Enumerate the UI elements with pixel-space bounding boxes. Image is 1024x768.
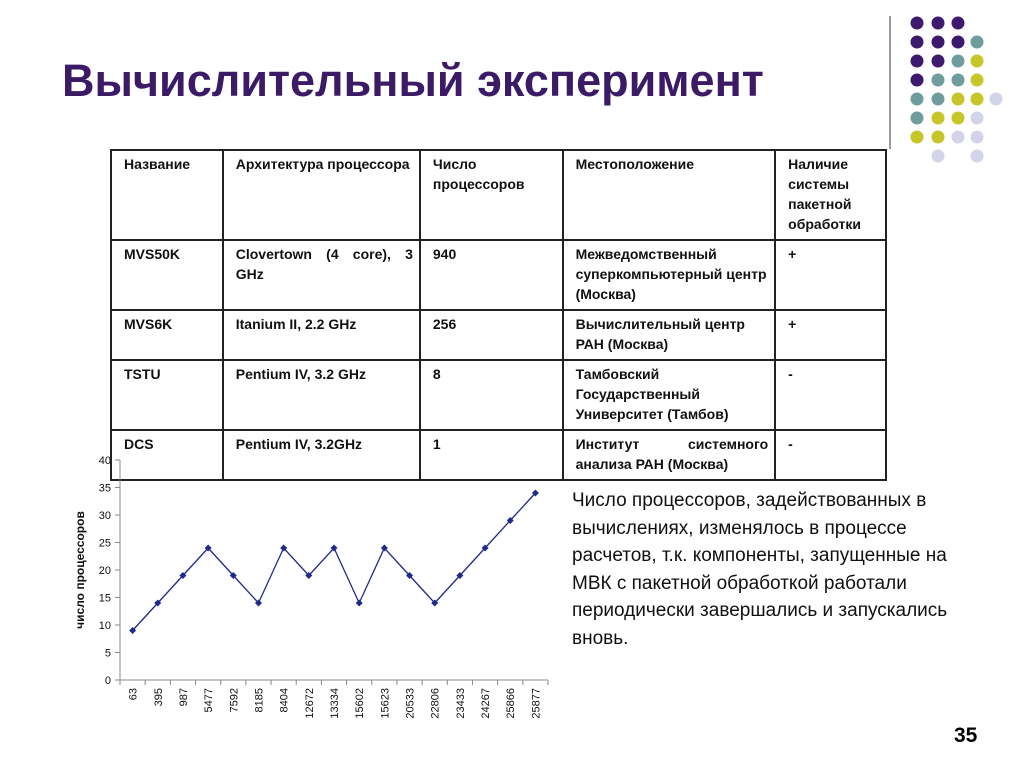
table-header-cell: Архитектура процессора: [223, 150, 420, 240]
x-tick-label: 5477: [203, 688, 216, 713]
table-cell: Межведомственный суперкомпьютерный центр (Москва): [563, 240, 776, 310]
x-tick-label: 25877: [530, 688, 543, 719]
decorative-divider-line: [889, 16, 891, 149]
x-tick-label: 20533: [404, 688, 417, 719]
table-row: [111, 360, 886, 430]
x-tick-label: 395: [152, 688, 165, 707]
table-cell: -: [775, 360, 886, 430]
table-row: [111, 310, 886, 360]
table-cell: Pentium IV, 3.2 GHz: [223, 360, 420, 430]
table-header-cell: Наличие системы пакетной обработки: [775, 150, 886, 240]
slide-title: Вычислительный эксперимент: [62, 55, 764, 106]
table-cell: -: [775, 430, 886, 480]
table-header-cell: Местоположение: [563, 150, 776, 240]
x-tick-label: 25866: [505, 688, 518, 719]
table-header-row: [111, 150, 886, 240]
table-cell: Тамбовский Государственный Университет (Тамбов): [563, 360, 776, 430]
y-tick-label: 5: [104, 647, 111, 660]
x-tick-label: 7592: [228, 688, 241, 713]
y-tick-label: 20: [98, 565, 111, 577]
x-tick-label: 15623: [379, 688, 392, 719]
table-cell: 940: [420, 240, 563, 310]
table-cell: Вычислительный центр РАН (Москва): [563, 310, 776, 360]
table-cell: DCS: [111, 430, 223, 480]
table-row: [111, 240, 886, 310]
page-number: 35: [954, 724, 978, 747]
table-cell: MVS6K: [111, 310, 223, 360]
x-tick-label: 15602: [354, 688, 367, 719]
y-tick-label: 10: [98, 620, 111, 632]
table-header-cell: Название: [111, 150, 223, 240]
y-tick-label: 25: [98, 537, 111, 550]
x-tick-label: 8185: [253, 688, 266, 713]
y-tick-label: 15: [98, 592, 111, 605]
x-tick-label: 23433: [454, 688, 467, 719]
series-line: [133, 493, 536, 631]
y-tick-label: 35: [98, 482, 111, 495]
y-tick-label: 40: [98, 455, 111, 467]
data-point: [356, 600, 363, 607]
table-cell: 1: [420, 430, 563, 480]
x-tick-label: 8404: [278, 688, 291, 713]
chart-description: Число процессоров, задействованных в вычислениях, изменялось в процессе расчетов, т.к. компоненты, запущенные на МВК с пакетной обработкой работали периодически завершались и запускались вновь.: [572, 490, 948, 649]
table-cell: TSTU: [111, 360, 223, 430]
x-tick-label: 22806: [429, 688, 442, 719]
y-tick-label: 0: [104, 675, 111, 687]
table-cell: Clovertown (4 core), 3 GHz: [223, 240, 420, 310]
table-cell: +: [775, 310, 886, 360]
table-header-cell: Число процессоров: [420, 150, 563, 240]
table-cell: 256: [420, 310, 563, 360]
table-cell: MVS50K: [111, 240, 223, 310]
x-tick-label: 987: [177, 688, 190, 707]
table-cell: Pentium IV, 3.2GHz: [223, 430, 420, 480]
table-cell: +: [775, 240, 886, 310]
y-axis-title: число процессоров: [73, 511, 87, 629]
processor-count-chart: [60, 440, 550, 745]
x-tick-label: 12672: [303, 688, 316, 719]
x-tick-label: 24267: [480, 688, 493, 719]
x-tick-label: 13334: [329, 688, 341, 719]
x-tick-label: 63: [127, 688, 140, 701]
table-cell: Институт системного анализа РАН (Москва): [563, 430, 776, 480]
table-cell: 8: [420, 360, 563, 430]
y-tick-label: 30: [98, 510, 111, 522]
clusters-table: [110, 149, 887, 481]
table-cell: Itanium II, 2.2 GHz: [223, 310, 420, 360]
